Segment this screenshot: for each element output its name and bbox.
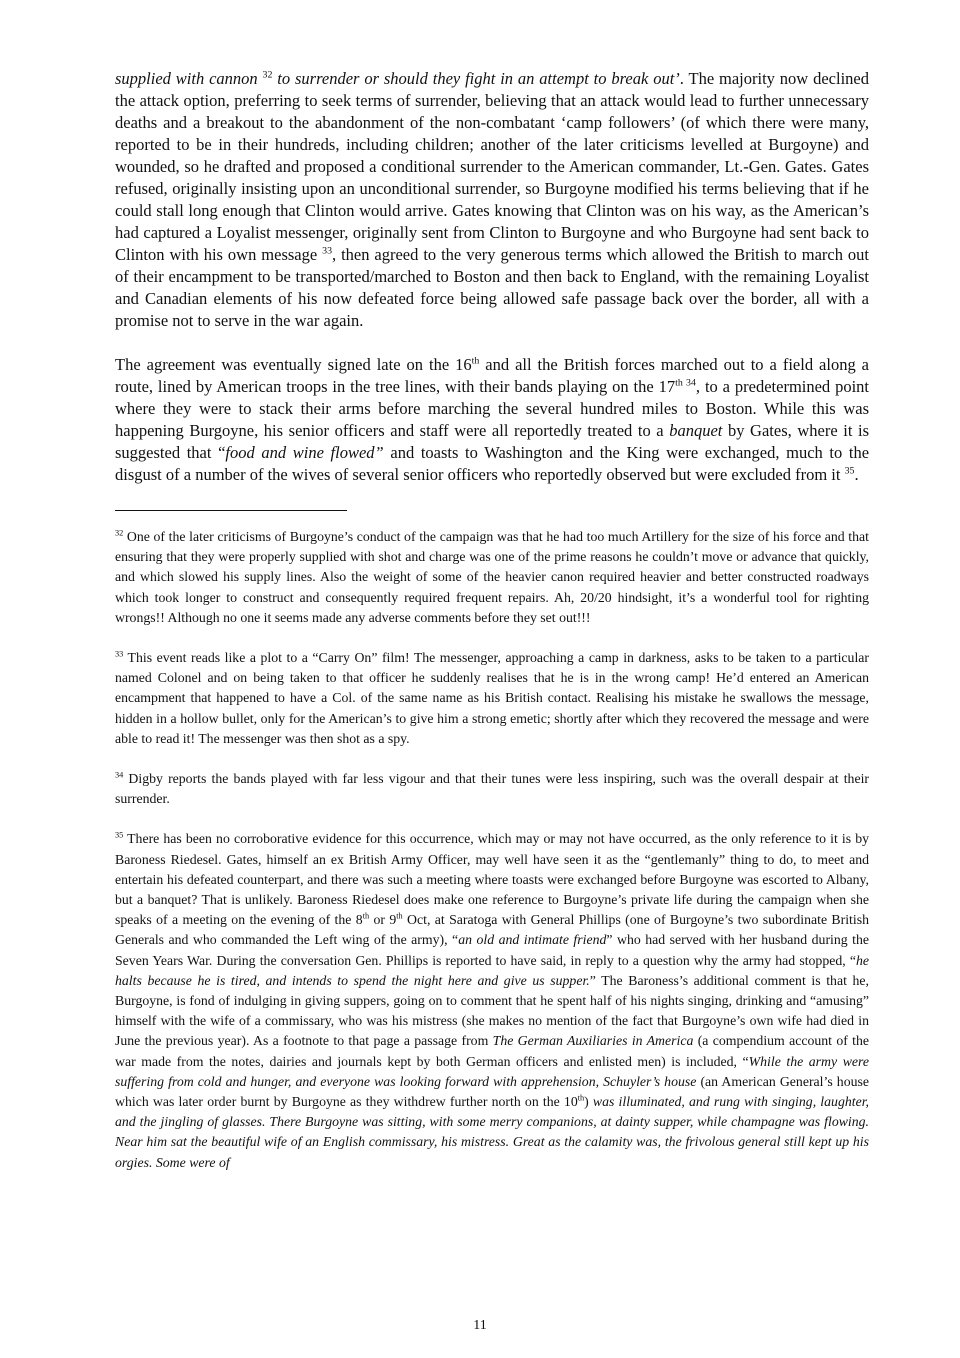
text-run: ” The Baroness’s additional comment is that he, Burgoyne, is fond of indulging in giving suppers, going on to comment that he spent half of his nights singing, drinking and “amusing” himself with the wife of a commissary, who was his mistress (she makes no mention of the fact that Burgoyne’s own wife had died in June the previous year). As a footnote to that page a passage from xyxy=(115,972,869,1049)
text-run: by Gates, where it is suggested that “ xyxy=(115,421,869,462)
footnote-ref: th 34 xyxy=(675,377,696,389)
italic-run: to surrender or should they fight in an attempt to break out’ xyxy=(272,69,680,88)
footnote-ref: th xyxy=(396,911,403,921)
footnote-separator xyxy=(115,510,347,511)
footnote-ref: 35 xyxy=(115,830,124,840)
text-run: (an American General’s house which was later order burnt by Burgoyne as they withdrew further north on the 10 xyxy=(115,1073,869,1110)
footnote-35 xyxy=(115,829,869,1172)
footnote-ref: 32 xyxy=(115,528,124,538)
italic-run: food and wine flowed” xyxy=(225,443,384,462)
footnote-ref: 33 xyxy=(322,245,332,257)
footnote-33 xyxy=(115,648,869,749)
text-run: , then agreed to the very generous terms which allowed the British to march out of their encampment to be transported/marched to Boston and then back to England, with the remaining Loyalist and Canadian elements of his now defeated force being allowed safe passage back over the border, all with a promise not to serve in the war again. xyxy=(115,245,869,330)
footnote-ref: 32 xyxy=(262,69,273,81)
footnote-ref: th xyxy=(471,355,480,367)
text-run: There has been no corroborative evidence for this occurrence, which may or may not have occurred, as the only reference to it is by Baroness Riedesel. Gates, himself an ex British Army Officer, may well have seen it as the “gentlemanly” thing to do, to meet and entertain his defeated counterpart, and there was such a meeting where toasts were exchanged before Burgoyne was escorted to Albany, but a banquet? That is unlikely. Baroness Riedesel does make one reference to Burgoyne’s private life during the campaign when she speaks of a meeting on the evening of the 8 xyxy=(115,831,869,928)
footnote-ref: 35 xyxy=(844,465,855,477)
text-run: (a compendium account of the war made from the notes, dairies and journals kept by both German officers and enlisted men) is included, “ xyxy=(115,1033,869,1069)
text-run: and toasts to Washington and the King were exchanged, much to the disgust of a number of the wives of several senior officers who reportedly observed but were excluded from it xyxy=(115,443,870,484)
footnote-ref: th xyxy=(577,1093,585,1103)
text-run: ” who had served with her husband during the Seven Years War. During the conversation Gen. Phillips is reported to have said, in reply to a question why the army had stopped, “ xyxy=(115,932,870,968)
italic-run: supplied with cannon xyxy=(115,69,263,88)
text-run: . The majority now declined the attack option, preferring to seek terms of surrender, believing that an attack would lead to further unnecessary deaths and a breakout to the abandonment of the non-combatant ‘camp followers’ (of which there were many, reported to be in their hundreds, including children; another of the later criticisms levelled at Burgoyne) and wounded, so he drafted and proposed a conditional surrender to the American commander, Lt.-Gen. Gates. Gates refused, originally insisting upon an unconditional surrender, so Burgoyne modified his terms believing that if he could stall long enough that Clinton would arrive. Gates knowing that Clinton was on his way, as the American’s had captured a Loyalist messenger, originally sent from Clinton to Burgoyne and who Burgoyne had sent back to Clinton with his own message xyxy=(115,69,869,264)
text-run: , to a predetermined point where they were to stack their arms before marching the several hundred miles to Boston. While this was happening Burgoyne, his senior officers and staff were all reportedly treated to a xyxy=(115,377,869,440)
text-run: The agreement was eventually signed late on the 16 xyxy=(115,355,472,374)
text-run: Oct, at Saratoga with General Phillips (one of Burgoyne’s two subordinate British Generals and who commanded the Left wing of the army), “ xyxy=(115,912,869,948)
italic-run: he halts because he is tired, and intends to spend the night here and give us supper. xyxy=(115,952,869,988)
footnote-ref: th xyxy=(362,911,370,921)
text-run: . xyxy=(854,465,859,484)
italic-run: banquet xyxy=(669,421,723,440)
text-run: This event reads like a plot to a “Carry On” film! The messenger, approaching a camp in darkness, asks to be taken to a particular named Colonel and on being taken to that officer he suddenly realises that he is in the wrong camp! He’d entered an American encampment that happened to have a Col. of the same name as his British contact. Realising his mistake he swallows the message, hidden in a hollow bullet, only for the American’s to give him a strong emetic; shortly after which they recovered the message and were able to read it! The messenger was then shot as a spy. xyxy=(115,650,869,746)
footnote-34 xyxy=(115,769,869,809)
text-run: and all the British forces marched out to a field along a route, lined by American troops in the tree lines, with their bands playing on the 17 xyxy=(115,355,870,396)
page-number: 11 xyxy=(473,1318,487,1333)
body-paragraph-1 xyxy=(115,68,869,332)
body-paragraph-2 xyxy=(115,354,869,486)
italic-run: The German Auxiliaries in America xyxy=(492,1033,694,1049)
italic-run: was illuminated, and rung with singing, laughter, and the jingling of glasses. There Burgoyne was sitting, with some merry companions, at dainty supper, while champagne was flowing. Near him sat the beautiful wife of an English commissary, his mistress. Great as the calamity was, the frivolous general still kept up his orgies. Some were of xyxy=(115,1094,869,1170)
italic-run: While the army were suffering from cold and hunger, and everyone was looking forward with apprehension, Schuyler’s house xyxy=(115,1053,869,1089)
footnote-ref: 33 xyxy=(115,649,124,659)
text-run: ) xyxy=(584,1094,593,1110)
footnote-32 xyxy=(115,527,869,628)
document-page xyxy=(115,68,869,1193)
text-run: Digby reports the bands played with far less vigour and that their tunes were less inspiring, such was the overall despair at their surrender. xyxy=(115,771,869,807)
text-run: or 9 xyxy=(369,912,397,928)
text-run: One of the later criticisms of Burgoyne’s conduct of the campaign was that he had too much Artillery for the size of his force and that ensuring that they were properly supplied with shot and charge was one of the prime reasons he couldn’t move or advance that quickly, and which slowed his supply lines. Also the weight of some of the heavier canon required heavier and better constructed roadways which took longer to construct and consequently required frequent repairs. Ah, 20/20 hindsight, it’s a wonderful tool for righting wrongs!! Although no one it seems made any adverse comments before they set out!!! xyxy=(115,529,869,625)
footnote-ref: 34 xyxy=(115,770,124,780)
italic-run: an old and intimate friend xyxy=(458,932,607,948)
